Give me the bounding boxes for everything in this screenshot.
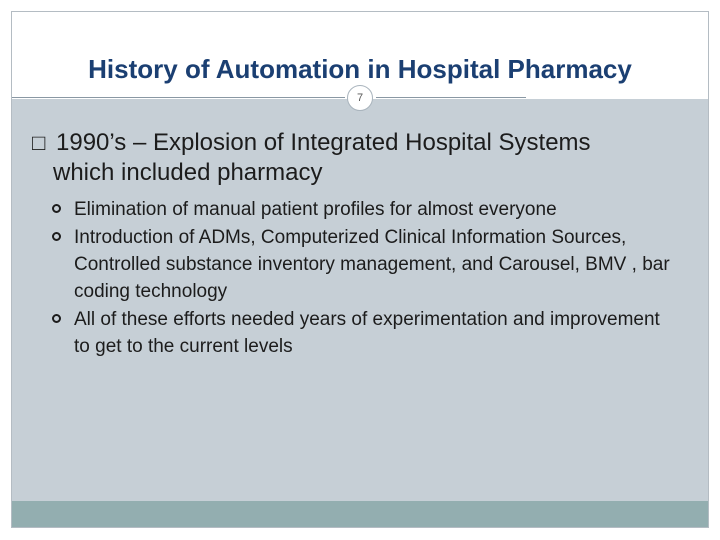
divider-right [376,97,526,98]
main-bullet-line-2: which included pharmacy [53,159,323,186]
page-number: 7 [347,85,373,111]
sub-bullet-text: All of these efforts needed years of experimentation and improvement to get to the current levels [74,309,660,357]
sub-bullet [52,224,677,305]
sub-bullet-list [52,196,677,361]
bottom-bar [12,501,708,527]
sub-bullet [52,306,677,360]
sub-bullet-text: Introduction of ADMs, Computerized Clinical Information Sources, Controlled substance inventory management, and Carousel, BMV , bar coding technology [74,227,670,302]
sub-bullet-text: Elimination of manual patient profiles for almost everyone [74,199,557,220]
circle-bullet-icon [52,232,61,241]
circle-bullet-icon [52,204,61,213]
circle-bullet-icon [52,314,61,323]
divider-left [12,97,345,98]
main-bullet-line-1: 1990’s – Explosion of Integrated Hospital Systems [56,129,591,156]
main-bullet [32,128,682,186]
sub-bullet [52,196,677,223]
bullet-marker-icon: □ [32,130,46,155]
slide-title: History of Automation in Hospital Pharmacy [88,54,632,84]
